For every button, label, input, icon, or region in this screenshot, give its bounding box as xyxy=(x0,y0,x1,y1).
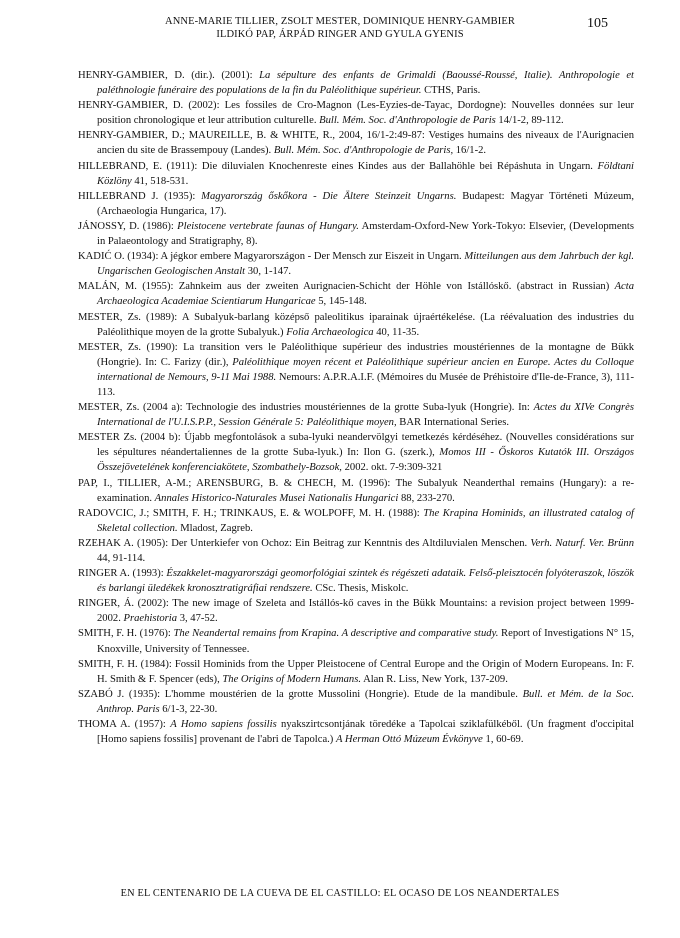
running-head-authors-line-1: ANNE-MARIE TILLIER, ZSOLT MESTER, DOMINIQUE HENRY-GAMBIER xyxy=(165,16,515,27)
reference-entry xyxy=(78,536,634,566)
reference-text-segment: 2002. okt. 7-9:309-321 xyxy=(341,462,443,474)
reference-entry xyxy=(78,98,634,128)
reference-italic-segment: Praehistoria xyxy=(123,613,178,625)
reference-text-segment: MESTER Zs. (2004 b): Újabb megfontolások a suba-lyuki neandervölgyi temetkezés kérdéséhez. (Nouvelles considérations sur les sépultures néandertaliennes de la grotte Suba-lyuk.) In: Ilon G. (szerk.), xyxy=(78,432,634,459)
reference-italic-segment: Momos III - Őskoros Kutatók III. Országos Összejövetelének konferenciakötete, Szombathely-Bozsok, xyxy=(97,447,634,474)
reference-text-segment: RINGER A. (1993): xyxy=(78,568,167,580)
reference-entry xyxy=(78,566,634,596)
reference-text-segment: Budapest: Magyar Történeti Múzeum, (Archaeologia Hungarica, 17). xyxy=(97,190,635,217)
reference-text-segment: 1, 60-69. xyxy=(482,734,524,746)
reference-entry xyxy=(78,687,634,717)
reference-italic-segment: A Herman Ottó Múzeum Évkönyve xyxy=(335,734,483,746)
reference-text-segment: PAP, I., TILLIER, A-M.; ARENSBURG, B. & CHECH, M. (1996): The Subalyuk Neanderthal remains (Hungary): a re-examination. xyxy=(78,477,634,504)
reference-text-segment: 14/1-2, 89-112. xyxy=(495,115,564,127)
running-head xyxy=(0,16,680,41)
reference-italic-segment: The Origins of Modern Humans. xyxy=(222,673,361,685)
reference-italic-segment: Pleistocene vertebrate faunas of Hungary. xyxy=(177,220,359,232)
reference-text-segment: SZABÓ J. (1935): L'homme moustérien de la grotte Mussolini (Hongrie). Etude de la mandibule. xyxy=(78,688,523,700)
reference-text-segment: MESTER, Zs. (1990): La transition vers le Paléolithique supérieur des industries moustériennes de la montagne de Bükk (Hongrie). In: C. Farizy (dir.), xyxy=(78,341,634,368)
reference-entry xyxy=(78,596,634,626)
reference-text-segment: HENRY-GAMBIER, D. (dir.). (2001): xyxy=(78,70,260,81)
reference-text-segment: RINGER, Á. (2002): The new image of Szeleta and Istállós-kő caves in the Bükk Mountains: a revision project between 1999-2002. xyxy=(78,598,634,625)
reference-entry xyxy=(78,626,634,656)
running-head-authors-line-2: ILDIKÓ PAP, ÁRPÁD RINGER AND GYULA GYENIS xyxy=(216,28,464,40)
reference-entry xyxy=(78,657,634,687)
reference-text-segment: 40, 11-35. xyxy=(373,326,420,338)
reference-text-segment: 44, 91-114. xyxy=(97,553,146,564)
reference-italic-segment: Bull. Mém. Soc. d'Anthropologie de Paris xyxy=(319,115,496,127)
reference-text-segment: 3, 47-52. xyxy=(177,613,218,625)
reference-entry xyxy=(78,279,634,309)
reference-entry xyxy=(78,476,634,506)
reference-text-segment: MESTER, Zs. (1989): A Subalyuk-barlang középső paleolitikus iparainak újraértékelése. (La réévaluation des industries du Paléolithique moyen de la grotte Subalyuk.) xyxy=(78,311,634,338)
reference-text-segment: HENRY-GAMBIER, D.; MAUREILLE, B. & WHITE, R., 2004, 16/1-2:49-87: Vestiges humains des niveaux de l'Aurignacien ancien du site de Brassempouy (Landes). xyxy=(78,130,634,157)
reference-entry xyxy=(78,249,634,279)
reference-text-segment: Amsterdam-Oxford-New York-Tokyo: Elsevier, (Developments in Palaeontology and Stratigraphy, 8). xyxy=(97,220,634,248)
reference-italic-segment: Paléolithique moyen récent et Paléolithique supérieur ancien en Europe. Actes du Colloque international de Nemours, 9-11 Mai 1988. xyxy=(97,356,634,383)
reference-italic-segment: Földtani Közlöny xyxy=(97,160,634,187)
reference-italic-segment: The Krapina Hominids, an illustrated catalog of Skeletal collection. xyxy=(97,507,634,534)
reference-text-segment: HENRY-GAMBIER, D. (2002): Les fossiles de Cro-Magnon (Les-Eyzies-de-Tayac, Dordogne): Nouvelles données sur leur position chronologique et leur attribution culturelle. xyxy=(78,100,634,127)
reference-text-segment: CTHS, Paris. xyxy=(421,85,481,97)
reference-italic-segment: Északkelet-magyarországi geomorfológiai szintek és régészeti adataik. Felső-pleisztocén folyóteraszok, löszök és barlangi üledékek kronosztratigráfiai rendszere. xyxy=(97,568,634,595)
reference-text-segment: 6/1-3, 22-30. xyxy=(159,703,218,715)
reference-text-segment: Nemours: A.P.R.A.I.F. (Mémoires du Musée de Préhistoire d'Ile-de-France, 3), 111-113. xyxy=(97,371,634,398)
reference-italic-segment: La sépulture des enfants de Grimaldi (Baoussé-Roussé, Italie). Anthropologie et paléthnologie funéraire des populations de la fin du Paléolithique supérieur. xyxy=(97,70,635,97)
reference-italic-segment: Acta Archaeologica Academiae Scientiarum Hungaricae xyxy=(97,281,634,308)
reference-entry xyxy=(78,506,634,536)
reference-italic-segment: Annales Historico-Naturales Musei Nationalis Hungarici xyxy=(154,492,399,504)
reference-text-segment: HILLEBRAND, E. (1911): Die diluvialen Knochenreste eines Kindes aus der Ballahöhle bei Répáshuta in Ungarn. xyxy=(78,160,598,172)
reference-text-segment: 5, 145-148. xyxy=(315,296,367,308)
reference-italic-segment: Mitteilungen aus dem Jahrbuch der kgl. Ungarischen Geologischen Anstalt xyxy=(97,251,634,278)
reference-entry xyxy=(78,159,634,189)
reference-list xyxy=(78,68,634,747)
reference-text-segment: SMITH, F. H. (1976): xyxy=(78,628,174,640)
reference-entry xyxy=(78,430,634,475)
reference-italic-segment: Actes du XIVe Congrès International de l'U.I.S.P.P., Session Générale 5: Paléolithique moyen, xyxy=(97,402,635,429)
reference-text-segment: Report of Investigations N° 15, Knoxville, University of Tennessee. xyxy=(97,628,634,655)
reference-text-segment: 88, 233-270. xyxy=(398,492,455,504)
reference-entry xyxy=(78,219,634,249)
reference-italic-segment: Verh. Naturf. Ver. Brünn xyxy=(530,537,635,549)
reference-text-segment: JÁNOSSY, D. (1986): xyxy=(78,220,178,232)
running-footer: EN EL CENTENARIO DE LA CUEVA DE EL CASTILLO: EL OCASO DE LOS NEANDERTALES xyxy=(120,888,560,899)
reference-text-segment: MESTER, Zs. (2004 a): Technologie des industries moustériennes de la grotte Suba-lyuk (Hongrie). In: xyxy=(78,402,534,414)
reference-entry xyxy=(78,400,634,430)
reference-text-segment: THOMA A. (1957): xyxy=(78,719,171,731)
reference-text-segment: Alan R. Liss, New York, 137-209. xyxy=(361,673,508,685)
reference-text-segment: BAR International Series. xyxy=(396,417,510,429)
reference-text-segment: RADOVCIC, J.; SMITH, F. H.; TRINKAUS, E. & WOLPOFF, M. H. (1988): xyxy=(78,507,424,519)
reference-text-segment: 30, 1-147. xyxy=(245,266,292,278)
reference-entry xyxy=(78,310,634,340)
reference-text-segment: SMITH, F. H. (1984): Fossil Hominids from the Upper Pleistocene of Central Europe and the Origin of Modern Europeans. In: F. H. Smith & F. Spencer (eds), xyxy=(78,658,634,685)
reference-text-segment: nyakszirtcsontjának töredéke a Tapolcai sziklafülkéből. (Un fragment d'occipital [Homo sapiens fossilis] provenant de l'abri de Tapolca.) xyxy=(97,719,635,746)
page-number: 105 xyxy=(587,16,608,31)
reference-text-segment: KADIĆ O. (1934): A jégkor embere Magyarországon - Der Mensch zur Eiszeit in Ungarn. xyxy=(78,251,465,263)
reference-italic-segment: Magyarország őskőkora - Die Ältere Steinzeit Ungarns. xyxy=(201,190,457,202)
reference-entry xyxy=(78,340,634,400)
reference-text-segment: CSc. Thesis, Miskolc. xyxy=(312,583,409,595)
reference-entry xyxy=(78,189,634,219)
reference-entry xyxy=(78,717,634,747)
reference-italic-segment: A Homo sapiens fossilis xyxy=(170,719,277,731)
reference-text-segment: Mladost, Zagreb. xyxy=(177,522,253,534)
reference-entry xyxy=(78,68,634,98)
reference-italic-segment: The Neandertal remains from Krapina. A descriptive and comparative study. xyxy=(173,628,499,640)
reference-text-segment: 41, 518-531. xyxy=(131,175,189,187)
reference-italic-segment: Bull. et Mém. de la Soc. Anthrop. Paris xyxy=(97,688,635,715)
reference-text-segment: MALÁN, M. (1955): Zahnkeim aus der zweiten Aurignacien-Schicht der Höhle von Istállóskő. (abstract in Russian) xyxy=(78,281,615,293)
reference-text-segment: HILLEBRAND J. (1935): xyxy=(78,190,202,202)
reference-text-segment: 16/1-2. xyxy=(453,145,487,157)
reference-italic-segment: Bull. Mém. Soc. d'Anthropologie de Paris, xyxy=(273,145,454,157)
reference-entry xyxy=(78,128,634,158)
reference-text-segment: RZEHAK A. (1905): Der Unterkiefer von Ochoz: Ein Beitrag zur Kenntnis des Altdiluvialen Menschen. xyxy=(78,537,531,549)
reference-italic-segment: Folia Archaeologica xyxy=(286,326,374,338)
